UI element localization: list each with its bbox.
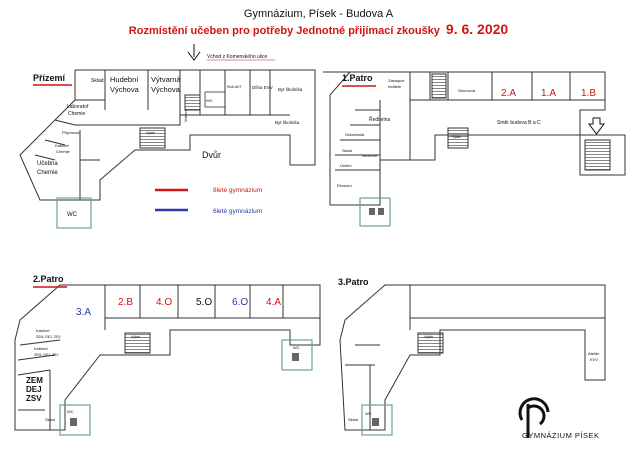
room-reditelna: Ředitelna [369, 117, 391, 123]
courtyard-label: Dvůr [202, 150, 222, 160]
ground-floor-title: Přízemí [33, 73, 66, 83]
subtitle-text: Rozmístění učeben pro potřeby Jednotné přijímací zkoušky [128, 25, 440, 37]
floor1-title: 1.Patro [342, 73, 373, 83]
room-byt-2: Byt školníka [275, 120, 300, 125]
room-kabinet-2-1b: ZEM, DEJ, ZSV [36, 335, 61, 339]
room-klub: Klub AKT [227, 85, 242, 89]
floor2-class-2: 4.O [156, 297, 173, 308]
room-kabinet-2-2: Kabinet [34, 346, 48, 351]
floor3-wc-label: WC [365, 411, 372, 416]
room-atelier-1: Ateliér [588, 351, 600, 356]
room-dej: DEJ [26, 385, 42, 394]
floor2-wc-label: WC [67, 409, 74, 414]
room-sborovna: Sborovna [458, 88, 476, 93]
room-pripravna: Přípravna [62, 130, 80, 135]
room-sklad-f3: Sklad [348, 417, 359, 422]
floor1-wc-icon-2 [378, 208, 384, 215]
floor2-class-1: 2.B [118, 297, 134, 308]
room-sklad: Sklad [91, 78, 104, 84]
floor1-wc-icon [369, 208, 375, 215]
room-vv-2: Výchova [151, 85, 180, 94]
entrance-label: Vchod z Komenského ulice [207, 54, 268, 60]
room-zsv: ZSV [26, 394, 42, 403]
floor3-plan [340, 285, 605, 430]
room-wc-small: WC [206, 98, 213, 103]
exam-date: 9. 6. 2020 [445, 21, 509, 37]
floor3-wc-icon [372, 418, 379, 426]
room-kabinet-2-2b: ZEM, DEJ, ZSV [34, 353, 59, 357]
room-hv-2: Výchova [110, 85, 139, 94]
room-studovna: Studovna [362, 154, 377, 158]
legend-blue-label: 6leté gymnázium [213, 208, 263, 215]
floor2-class-3: 5.O [196, 297, 213, 308]
floor2-class-0: 3.A [76, 307, 92, 318]
room-ucebna-2: Chemie [37, 170, 58, 176]
floor2-class-5: 4.A [266, 297, 282, 308]
floor1-class-1a: 1.A [541, 88, 557, 99]
logo-text: GYMNÁZIUM PÍSEK [522, 431, 600, 440]
room-zastupce-1: Zástupce [388, 78, 405, 83]
floor3-vytah: Výtah [424, 335, 433, 339]
room-sklad-f1: Sklad [342, 148, 353, 153]
floor2-wc2-label: WC [293, 345, 300, 350]
room-sekretariat: Sekretariát [345, 132, 365, 137]
room-atelier-2: EVV [590, 357, 599, 362]
floor2-title: 2.Patro [33, 274, 64, 284]
room-ucebna-1: Učebna [37, 161, 58, 167]
legend-red-label: 8leté gymnázium [213, 187, 263, 194]
floor1-class-1b: 1.B [581, 88, 597, 99]
room-vratnice: Vrátnice [184, 109, 188, 122]
direction-arrow-icon [589, 118, 604, 134]
floor3-title: 3.Patro [338, 277, 369, 287]
room-dilna: Dílna EVV [252, 85, 273, 90]
room-lab-1: Laboratoř [67, 104, 89, 110]
room-kabinet-1: Kabinet [55, 143, 69, 148]
room-lab-2: Chemie [68, 111, 86, 117]
floor1-class-2a: 2.A [501, 88, 517, 99]
floor2-wc-icon [70, 418, 77, 426]
room-zastupce-2: ředitele [388, 84, 402, 89]
room-kabinet-2: Chemie [56, 149, 70, 154]
ground-wc: WC [67, 212, 77, 218]
floor1-vytah: Výtah [452, 135, 461, 139]
floor1-corridor-label: Směr budova B a C [497, 120, 541, 126]
floor2-class-4: 6.O [232, 297, 249, 308]
floor2-classrooms [76, 297, 281, 318]
entrance-arrow-icon [188, 44, 200, 60]
room-sklad-f2: Sklad [45, 417, 56, 422]
ground-vytah: Výtah [146, 131, 155, 135]
room-zem: ZEM [26, 376, 43, 385]
floor2-wc2-icon [292, 353, 299, 361]
room-hv-1: Hudební [110, 75, 139, 84]
room-ucetni: Účetní [340, 163, 352, 168]
room-kabinet-2-1: Kabinet [36, 328, 50, 333]
page-title: Gymnázium, Písek - Budova A [243, 8, 394, 20]
room-vv-1: Výtvarná [151, 75, 181, 84]
room-byt-1: Byt školníka [278, 87, 303, 92]
floor2-vytah: Výtah [131, 335, 140, 339]
room-ekonom: Ekonom [337, 183, 352, 188]
